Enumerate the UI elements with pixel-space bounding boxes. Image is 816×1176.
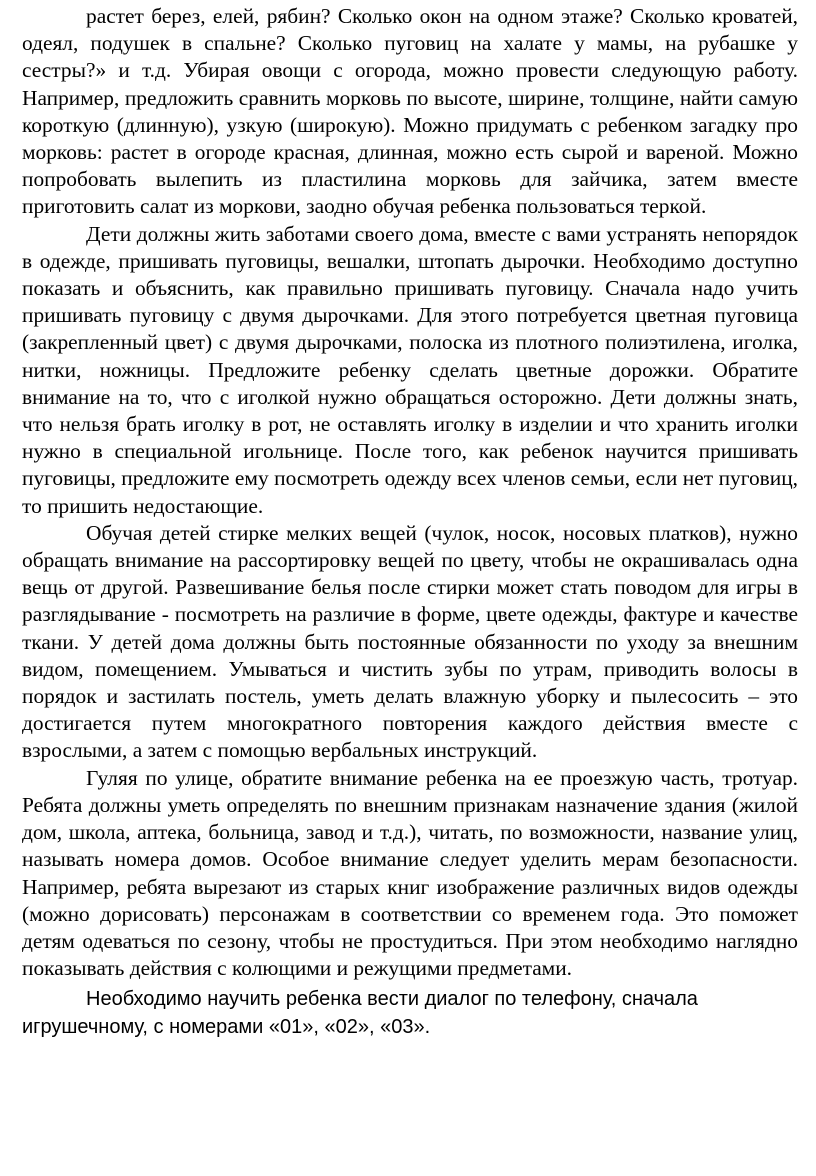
paragraph-text: растет берез, елей, рябин? Сколько окон на одном этаже? Сколько кроватей, одеял, подушек в спальне? Сколько пуговиц на халате у мамы, на рубашке у сестры?» и т.д. Убирая овощи с огорода, можно провести следующую работу. Например, предложить сравнить морковь по высоте, ширине, толщине, найти самую короткую (длинную), узкую (широкую). Можно придумать с ребенком загадку про морковь: растет в огороде красная, длинная, можно есть сырой и вареной. Можно попробовать вылепить из пластилина морковь для зайчика, затем вместе приготовить салат из моркови, заодно обучая ребенка пользоваться теркой. <box>22 4 798 219</box>
paragraph-laundry: Обучая детей стирке мелких вещей (чулок, носок, носовых платков), нужно обращать внимание на рассортировку вещей по цвету, чтобы не окрашивалась одна вещь от другой. Развешивание белья после стирки может стать поводом для игры в разглядывание - посмотреть на различие в форме, цвете одежды, фактуре и качестве ткани. У детей дома должны быть постоянные обязанности по уходу за внешним видом, помещением. Умываться и чистить зубы по утрам, приводить волосы в порядок и застилать постель, уметь делать влажную уборку и пылесосить – это достигается путем многократного повторения каждого действия вместе с взрослыми, а затем с помощью вербальных инструкций. <box>22 520 798 763</box>
paragraph-telephone: Необходимо научить ребенка вести диалог по телефону, сначала игрушечному, с номерами «01», «02», «03». <box>22 988 698 1039</box>
paragraph-continuation <box>22 3 798 221</box>
paragraph-household-chores: Дети должны жить заботами своего дома, вместе с вами устранять непорядок в одежде, пришивать пуговицы, вешалки, штопать дырочки. Необходимо доступно показать и объяснить, как правильно пришивать пуговицу. Сначала надо учить пришивать пуговицу с двумя дырочками. Для этого потребуется цветная пуговица (закрепленный цвет) с двумя дырочками, полоска из плотного полиэтилена, иголка, нитки, ножницы. Предложите ребенку сделать цветные дорожки. Обратите внимание на то, что с иголкой нужно обращаться осторожно. Дети должны знать, что нельзя брать иголку в рот, не оставлять иголку в изделии и что хранить иголки нужно в специальной игольнице. После того, как ребенок научится пришивать пуговицы, предложите ему посмотреть одежду всех членов семьи, если нет пуговиц, то пришить недостающие. <box>22 221 798 518</box>
document-page <box>22 0 798 1176</box>
paragraph-street-safety: Гуляя по улице, обратите внимание ребенка на ее проезжую часть, тротуар. Ребята должны уметь определять по внешним признакам назначение здания (жилой дом, школа, аптека, больница, завод и т.д.), читать, по возможности, название улиц, называть номера домов. Особое внимание следует уделить мерам безопасности. Например, ребята вырезают из старых книг изображение различных видов одежды (можно дорисовать) персонажам в соответствии со временем года. Это поможет детям одеваться по сезону, чтобы не простудиться. При этом необходимо наглядно показывать действия с колющими и режущими предметами. <box>22 765 798 981</box>
